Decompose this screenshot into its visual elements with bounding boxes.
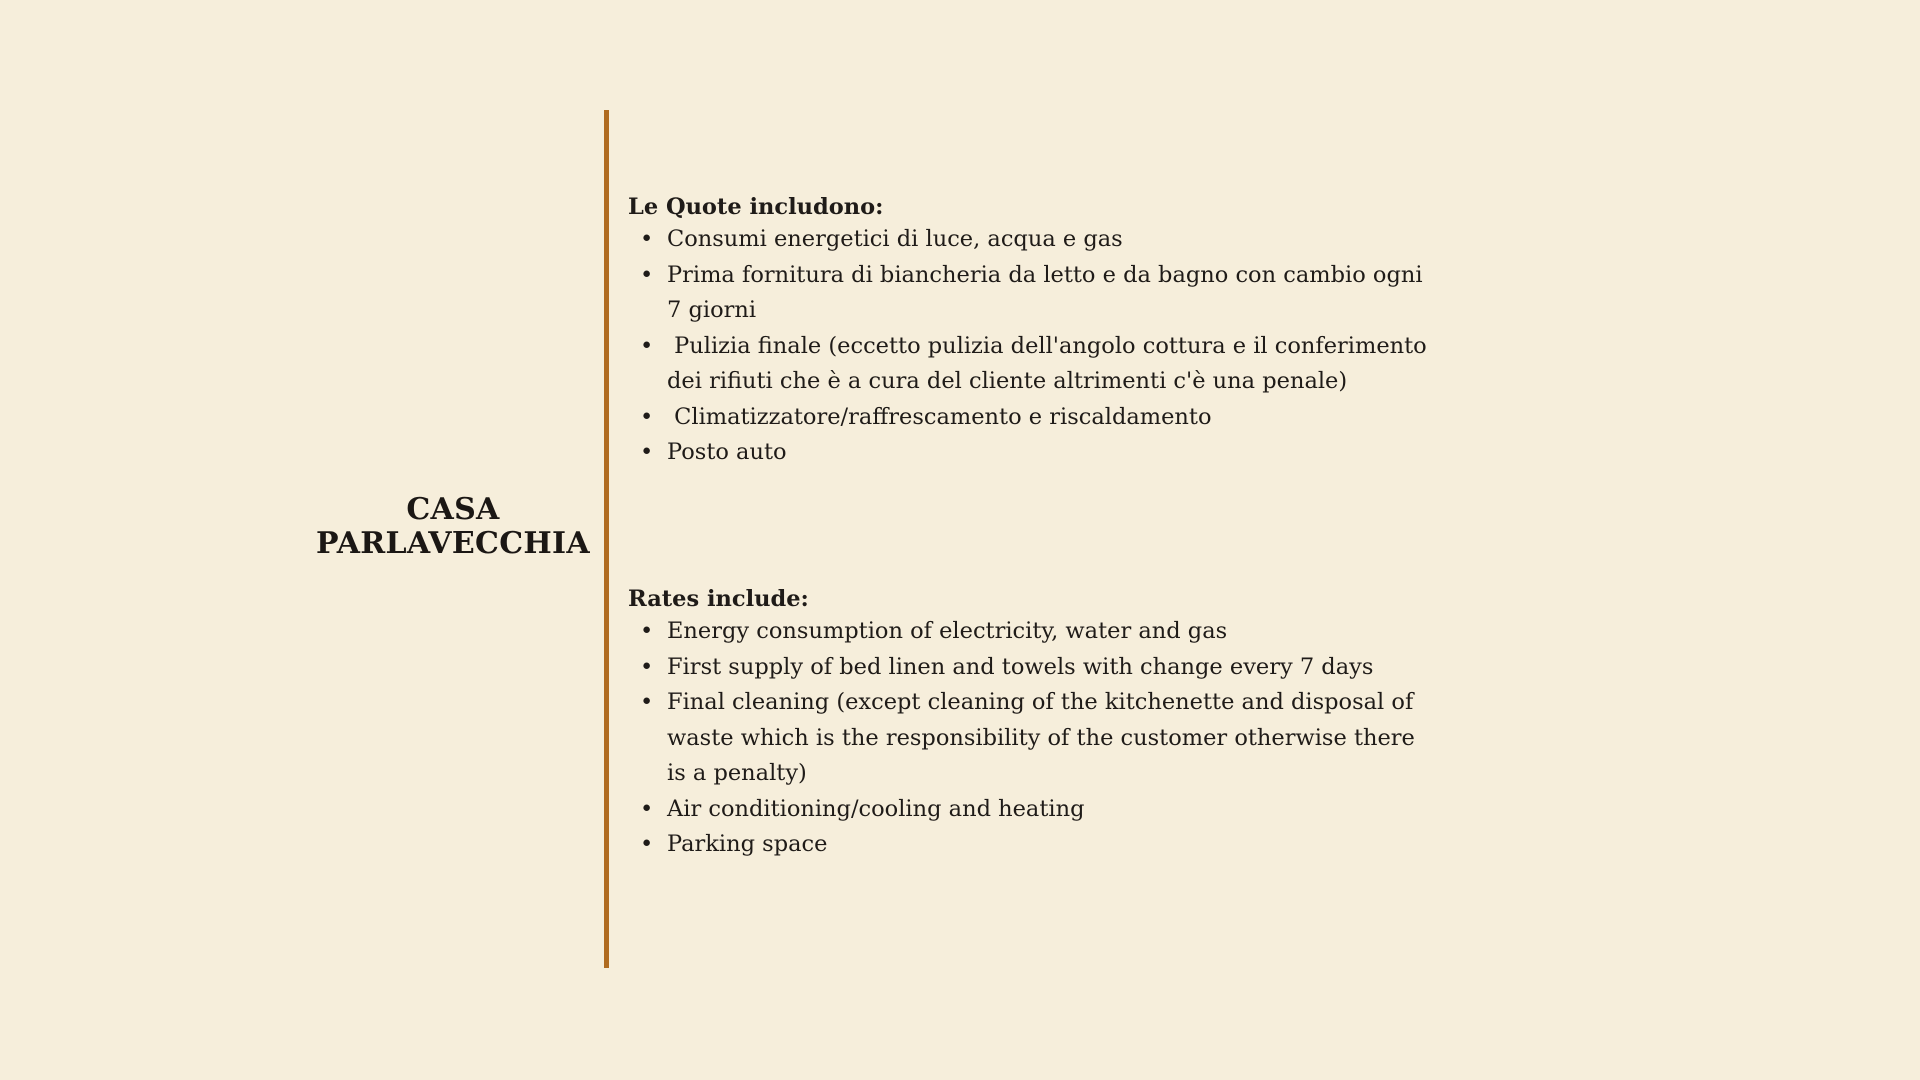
list-item	[628, 792, 1428, 828]
list-item	[628, 258, 1428, 329]
section-italian-rates	[628, 192, 1434, 471]
section-english-rates	[628, 584, 1428, 863]
bullet-icon: •	[640, 689, 654, 715]
list-item	[628, 650, 1428, 686]
inclusions-list	[628, 614, 1428, 863]
bullet-icon: •	[640, 795, 654, 822]
list-item-text: Parking space	[667, 831, 828, 857]
bullet-icon: •	[640, 439, 654, 465]
bullet-icon: •	[640, 831, 654, 857]
list-item	[628, 614, 1428, 650]
list-item	[628, 435, 1428, 471]
bullet-icon: •	[640, 332, 654, 359]
list-item-text: Air conditioning/cooling and heating	[667, 795, 1085, 822]
list-item	[628, 685, 1428, 792]
list-item-text: Energy consumption of electricity, water and gas	[667, 618, 1228, 644]
list-item-text: Prima fornitura di biancheria da letto e da bagno con cambio ogni 7 giorni	[667, 261, 1423, 323]
list-item	[628, 827, 1428, 863]
list-item	[628, 400, 1428, 436]
list-item-text: First supply of bed linen and towels with change every 7 days	[667, 653, 1374, 680]
bullet-icon: •	[640, 403, 654, 430]
vertical-divider	[604, 110, 609, 968]
list-item	[628, 329, 1434, 400]
list-item-text: Pulizia finale (eccetto pulizia dell'angolo cottura e il conferimento dei rifiuti che è a cura del cliente altrimenti c'è una penale)	[667, 332, 1434, 394]
list-item-text: Final cleaning (except cleaning of the kitchenette and disposal of waste which is the responsibility of the customer otherwise there is a penalty)	[667, 689, 1415, 786]
page-title: CASA PARLAVECCHIA	[316, 492, 590, 561]
list-item	[628, 222, 1428, 258]
bullet-icon: •	[640, 261, 654, 288]
bullet-icon: •	[640, 226, 654, 252]
section-heading: Rates include:	[628, 586, 809, 612]
bullet-icon: •	[640, 618, 654, 644]
section-heading: Le Quote includono:	[628, 194, 884, 220]
list-item-text: Posto auto	[667, 439, 787, 465]
list-item-text: Consumi energetici di luce, acqua e gas	[667, 226, 1123, 252]
list-item-text: Climatizzatore/raffrescamento e riscaldamento	[667, 403, 1212, 430]
bullet-icon: •	[640, 653, 654, 680]
inclusions-list	[628, 222, 1434, 471]
